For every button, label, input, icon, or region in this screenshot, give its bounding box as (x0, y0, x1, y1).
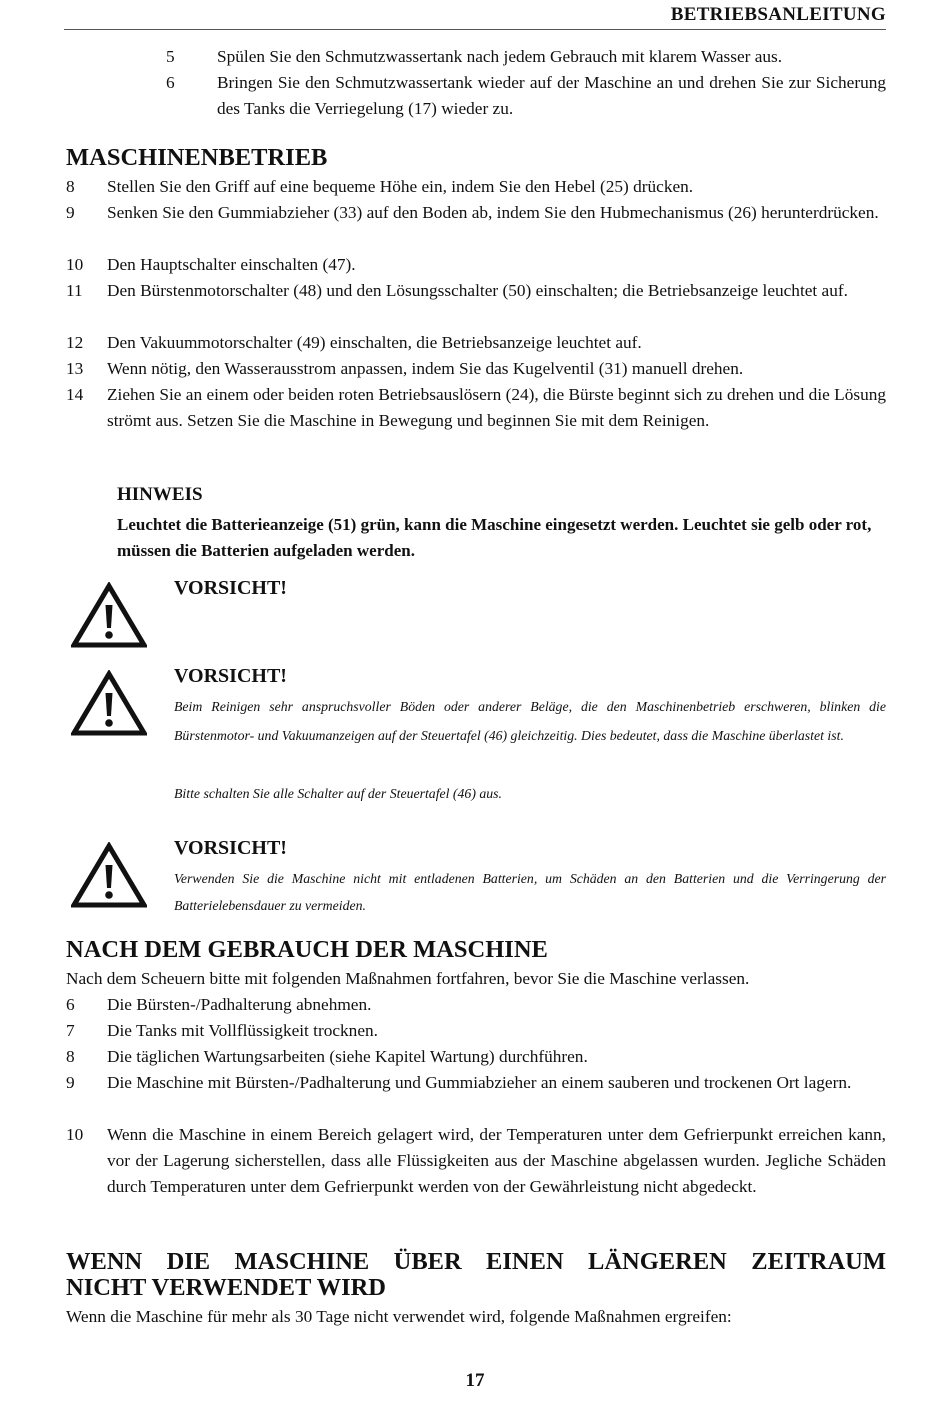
warning-triangle-icon (71, 670, 147, 736)
list-item-text: Ziehen Sie an einem oder beiden roten Betriebsauslösern (24), die Bürste beginnt sich zu drehen und die Lösung strömt aus. Setzen Sie die Maschine in Bewegung und beginnen Sie mit dem Reinigen. (107, 385, 886, 430)
list-item-number: 13 (66, 359, 84, 378)
list-item-number: 10 (66, 1125, 84, 1144)
list-item-number: 7 (66, 1021, 75, 1040)
list-item-number: 6 (166, 73, 175, 92)
warning-text: Bitte schalten Sie alle Schalter auf der Steuertafel (46) aus. (174, 786, 502, 801)
list-item-number: 11 (66, 281, 83, 300)
list-item-number: 14 (66, 385, 84, 404)
warning-heading: VORSICHT! (174, 577, 287, 599)
section-title-maschinenbetrieb: MASCHINENBETRIEB (66, 144, 328, 171)
warning-heading: VORSICHT! (174, 665, 287, 687)
section-title-laengerer-zeitraum-line2: NICHT VERWENDET WIRD (66, 1274, 386, 1301)
note-text: Leuchtet die Batterieanzeige (51) grün, kann die Maschine eingesetzt werden. Leuchtet sie gelb oder rot, müssen die Batterien aufgeladen werden. (117, 515, 872, 560)
note-heading: HINWEIS (117, 484, 203, 505)
section-intro: Wenn die Maschine für mehr als 30 Tage nicht verwendet wird, folgende Maßnahmen ergreifen: (66, 1307, 732, 1326)
list-item-number: 5 (166, 47, 175, 66)
list-item-number: 12 (66, 333, 84, 352)
list-item-text: Den Vakuummotorschalter (49) einschalten, die Betriebsanzeige leuchtet auf. (107, 333, 642, 352)
list-item-text: Wenn die Maschine in einem Bereich gelagert wird, der Temperaturen unter dem Gefrierpunkt erreichen kann, vor der Lagerung sicherstellen, dass alle Flüssigkeiten aus der Maschine abgelassen wurden. Jegliche Schäden durch Temperaturen unter dem Gefrierpunkt werden von der Gewährleistung nicht abgedeckt. (107, 1125, 886, 1196)
list-item-text: Wenn nötig, den Wasserausstrom anpassen, indem Sie das Kugelventil (31) manuell drehen. (107, 359, 744, 378)
warning-triangle-icon (71, 582, 147, 648)
list-item-number: 9 (66, 1073, 75, 1092)
list-item-text: Stellen Sie den Griff auf eine bequeme Höhe ein, indem Sie den Hebel (25) drücken. (107, 177, 694, 196)
header-rule (64, 29, 886, 30)
list-item-number: 10 (66, 255, 84, 274)
section-title-nach-gebrauch: NACH DEM GEBRAUCH DER MASCHINE (66, 936, 548, 963)
list-item-number: 6 (66, 995, 75, 1014)
section-title-laengerer-zeitraum: WENN DIE MASCHINE ÜBER EINEN LÄNGEREN ZEITRAUM (66, 1248, 886, 1275)
list-item-text: Den Bürstenmotorschalter (48) und den Lösungsschalter (50) einschalten; die Betriebsanzeige leuchtet auf. (107, 281, 848, 300)
list-item-text: Die Maschine mit Bürsten-/Padhalterung und Gummiabzieher an einem sauberen und trockenen Ort lagern. (107, 1073, 852, 1092)
warning-text: Verwenden Sie die Maschine nicht mit entladenen Batterien, um Schäden an den Batterien und die Verringerung der Batterielebensdauer zu vermeiden. (174, 871, 886, 913)
section-intro: Nach dem Scheuern bitte mit folgenden Maßnahmen fortfahren, bevor Sie die Maschine verlassen. (66, 969, 750, 988)
list-item-text: Spülen Sie den Schmutzwassertank nach jedem Gebrauch mit klarem Wasser aus. (217, 47, 783, 66)
list-item-text: Bringen Sie den Schmutzwassertank wieder auf der Maschine an und drehen Sie zur Sicherung des Tanks die Verriegelung (17) wieder zu. (217, 73, 886, 118)
list-item-text: Die Tanks mit Vollflüssigkeit trocknen. (107, 1021, 378, 1040)
list-item-text: Den Hauptschalter einschalten (47). (107, 255, 356, 274)
list-item-text: Senken Sie den Gummiabzieher (33) auf den Boden ab, indem Sie den Hubmechanismus (26) herunterdrücken. (107, 203, 879, 222)
warning-text: Beim Reinigen sehr anspruchsvoller Böden oder anderer Beläge, die den Maschinenbetrieb erschweren, blinken die Bürstenmotor- und Vakuumanzeigen auf der Steuertafel (46) gleichzeitig. Dies bedeutet, dass die Maschine überlastet ist. (174, 699, 886, 743)
list-item-text: Die täglichen Wartungsarbeiten (siehe Kapitel Wartung) durchführen. (107, 1047, 588, 1066)
page-header-title: BETRIEBSANLEITUNG (670, 4, 886, 25)
page-number: 17 (465, 1370, 485, 1391)
warning-heading: VORSICHT! (174, 837, 287, 859)
list-item-text: Die Bürsten-/Padhalterung abnehmen. (107, 995, 372, 1014)
list-item-number: 8 (66, 177, 75, 196)
list-item-number: 8 (66, 1047, 75, 1066)
list-item-number: 9 (66, 203, 75, 222)
warning-triangle-icon (71, 842, 147, 908)
